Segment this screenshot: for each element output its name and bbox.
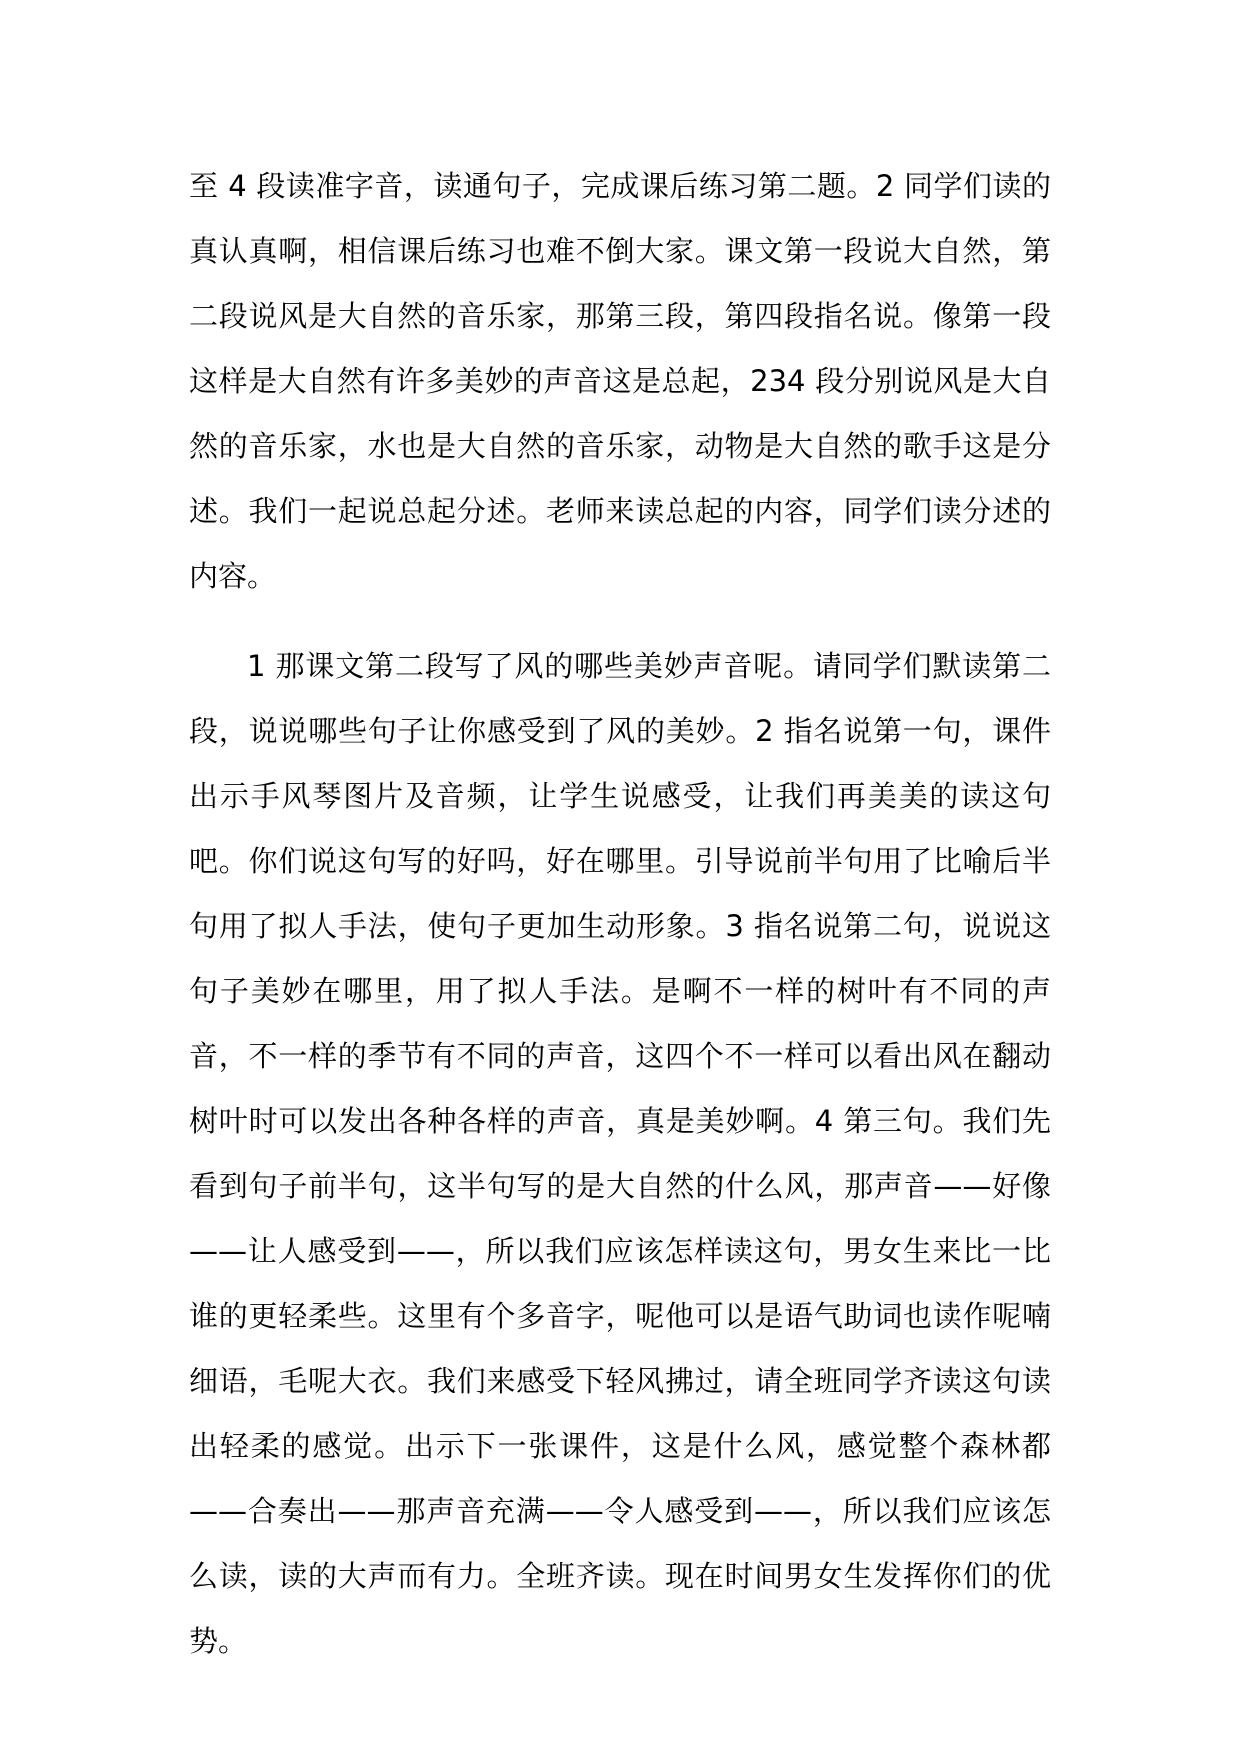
paragraph-1: 至 4 段读准字音，读通句子，完成课后练习第二题。2 同学们读的真认真啊，相信课后练习也难不倒大家。课文第一段说大自然，第二段说风是大自然的音乐家，那第三段，第四段指名说。像第一段这样是大自然有许多美妙的声音这是总起，234 段分别说风是大自然的音乐家，水也是大自然的音乐家，动物是大自然的歌手这是分述。我们一起说总起分述。老师来读总起的内容，同学们读分述的内容。 — [189, 169, 1051, 593]
paragraph-2: 1 那课文第二段写了风的哪些美妙声音呢。请同学们默读第二段，说说哪些句子让你感受到了风的美妙。2 指名说第一句，课件出示手风琴图片及音频，让学生说感受，让我们再美美的读这句吧。你们说这句写的好吗，好在哪里。引导说前半句用了比喻后半句用了拟人手法，使句子更加生动形象。3 指名说第二句，说说这句子美妙在哪里，用了拟人手法。是啊不一样的树叶有不同的声音，不一样的季节有不同的声音，这四个不一样可以看出风在翻动树叶时可以发出各种各样的声音，真是美妙啊。4 第三句。我们先看到句子前半句，这半句写的是大自然的什么风，那声音——好像——让人感受到——，所以我们应该怎样读这句，男女生来比一比谁的更轻柔些。这里有个多音字，呢他可以是语气助词也读作呢喃细语，毛呢大衣。我们来感受下轻风拂过，请全班同学齐读这句读出轻柔的感觉。出示下一张课件，这是什么风，感觉整个森林都——合奏出——那声音充满——令人感受到——，所以我们应该怎么读，读的大声而有力。全班齐读。现在时间男女生发挥你们的优势。 — [189, 649, 1051, 1658]
document-page — [189, 154, 1051, 1674]
